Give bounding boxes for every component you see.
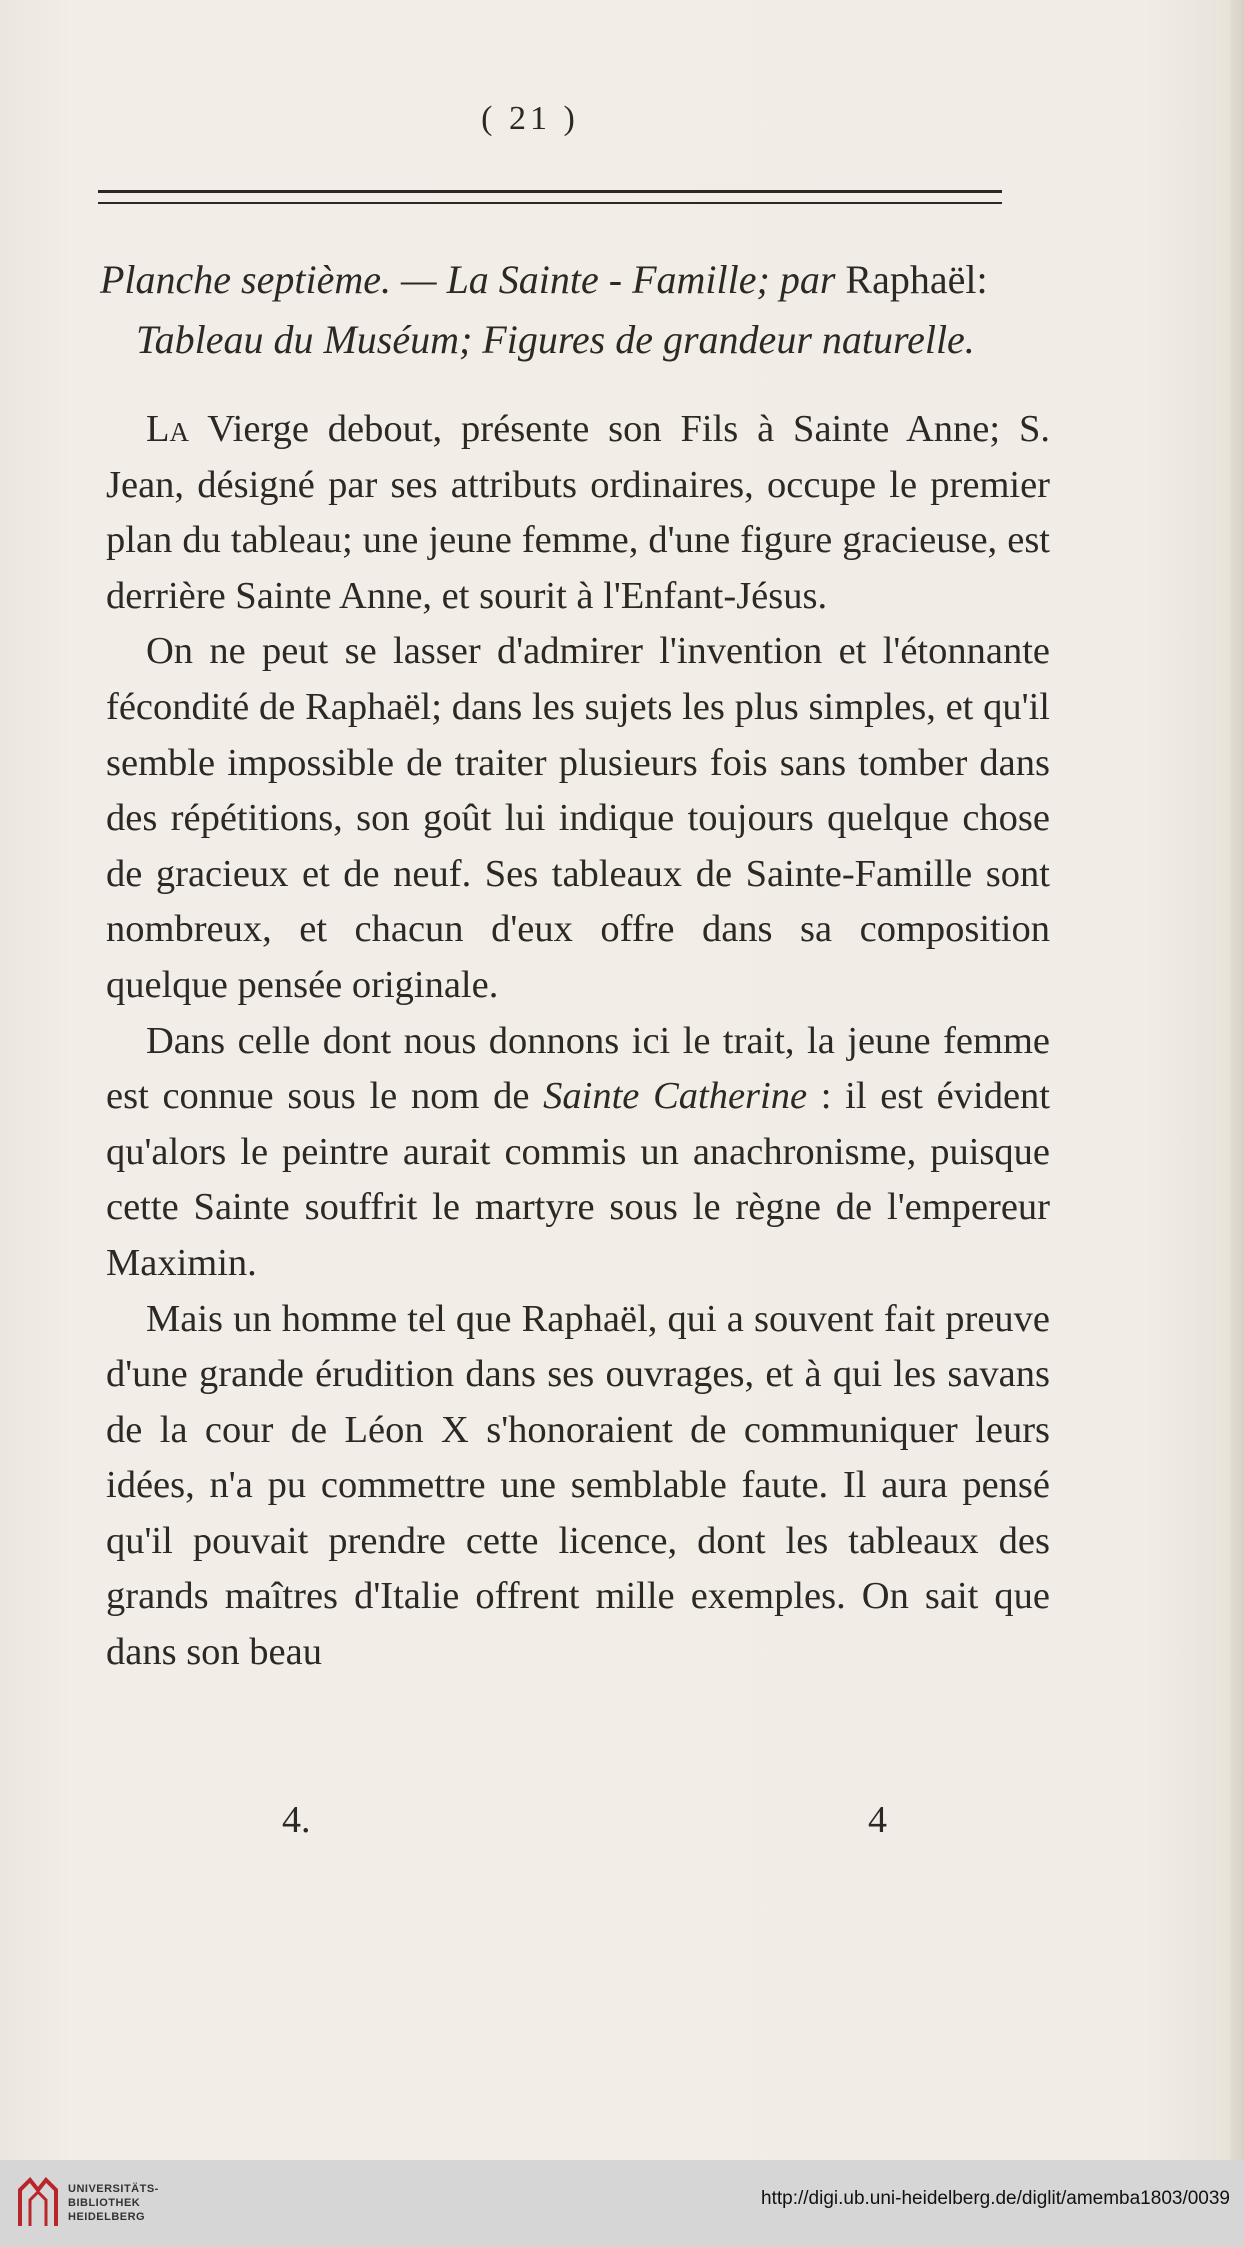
plate-title bbox=[100, 250, 1060, 370]
signature-mark-left: 4. bbox=[282, 1799, 311, 1841]
paragraph-1-lead: La bbox=[146, 408, 190, 450]
logo-line-2: BIBLIOTHEK bbox=[68, 2197, 141, 2209]
paragraph-3 bbox=[106, 1014, 1050, 1292]
paragraph-1 bbox=[106, 402, 1050, 624]
plate-title-italic: Planche septième. — La Sainte - Famille; par bbox=[100, 257, 836, 302]
paragraph-3-text-a: Dans celle dont nous donnons ici le trait, la jeune femme est connue sous le nom de bbox=[106, 1019, 1050, 1118]
plate-title-line-1 bbox=[100, 250, 1060, 310]
header-rule-thin bbox=[98, 202, 1002, 204]
paragraph-1-text: Vierge debout, présente son Fils à Sainte Anne; S. Jean, désigné par ses attributs ordinaires, occupe le premier plan du tableau; une jeune femme, d'une figure gracieuse, est derrière Sainte Anne, et sourit à l'Enfant-Jésus. bbox=[106, 408, 1050, 617]
plate-title-line-2: Tableau du Muséum; Figures de grandeur naturelle. bbox=[136, 317, 975, 362]
paragraph-2: On ne peut se lasser d'admirer l'invention et l'étonnante fécondité de Raphaël; dans les sujets les plus simples, et qu'il semble impossible de traiter plusieurs fois sans tomber dans des répétitions, son goût lui indique toujours quelque chose de gracieux et de neuf. Ses tableaux de Sainte-Famille sont nombreux, et chacun d'eux offre dans sa composition quelque pensée originale. bbox=[106, 630, 1050, 1006]
body-text bbox=[106, 402, 1050, 1681]
library-logo-text bbox=[68, 2182, 159, 2224]
permalink-url[interactable]: http://digi.ub.uni-heidelberg.de/diglit/amemba1803/0039 bbox=[761, 2188, 1230, 2209]
page-edge bbox=[1230, 0, 1244, 2160]
paragraph-3-text-b: : il est évident qu'alors le peintre aurait commis un anachronisme, puisque cette Sainte souffrit le martyre sous le règne de l'empereur Maximin. bbox=[106, 1075, 1051, 1284]
signature-mark-right: 4 bbox=[868, 1799, 887, 1841]
viewer-footer bbox=[0, 2160, 1244, 2247]
library-logo-icon bbox=[16, 2176, 60, 2228]
artist-name: Raphaël: bbox=[845, 257, 988, 302]
page-number: ( 21 ) bbox=[481, 100, 579, 137]
paragraph-3-emphasis: Sainte Catherine bbox=[543, 1075, 808, 1118]
logo-line-1: UNIVERSITÄTS- bbox=[68, 2183, 159, 2195]
logo-line-3: HEIDELBERG bbox=[68, 2211, 146, 2223]
paragraph-4: Mais un homme tel que Raphaël, qui a souvent fait preuve d'une grande érudition dans ses ouvrages, et à qui les savans de la cour de Léon X s'honoraient de communiquer leurs idées, n'a pu commettre une semblable faute. Il aura pensé qu'il pouvait prendre cette licence, dont les tableaux des grands maîtres d'Italie offrent mille exemples. On sait que dans son beau bbox=[106, 1297, 1050, 1674]
header-rule-thick bbox=[98, 190, 1002, 193]
